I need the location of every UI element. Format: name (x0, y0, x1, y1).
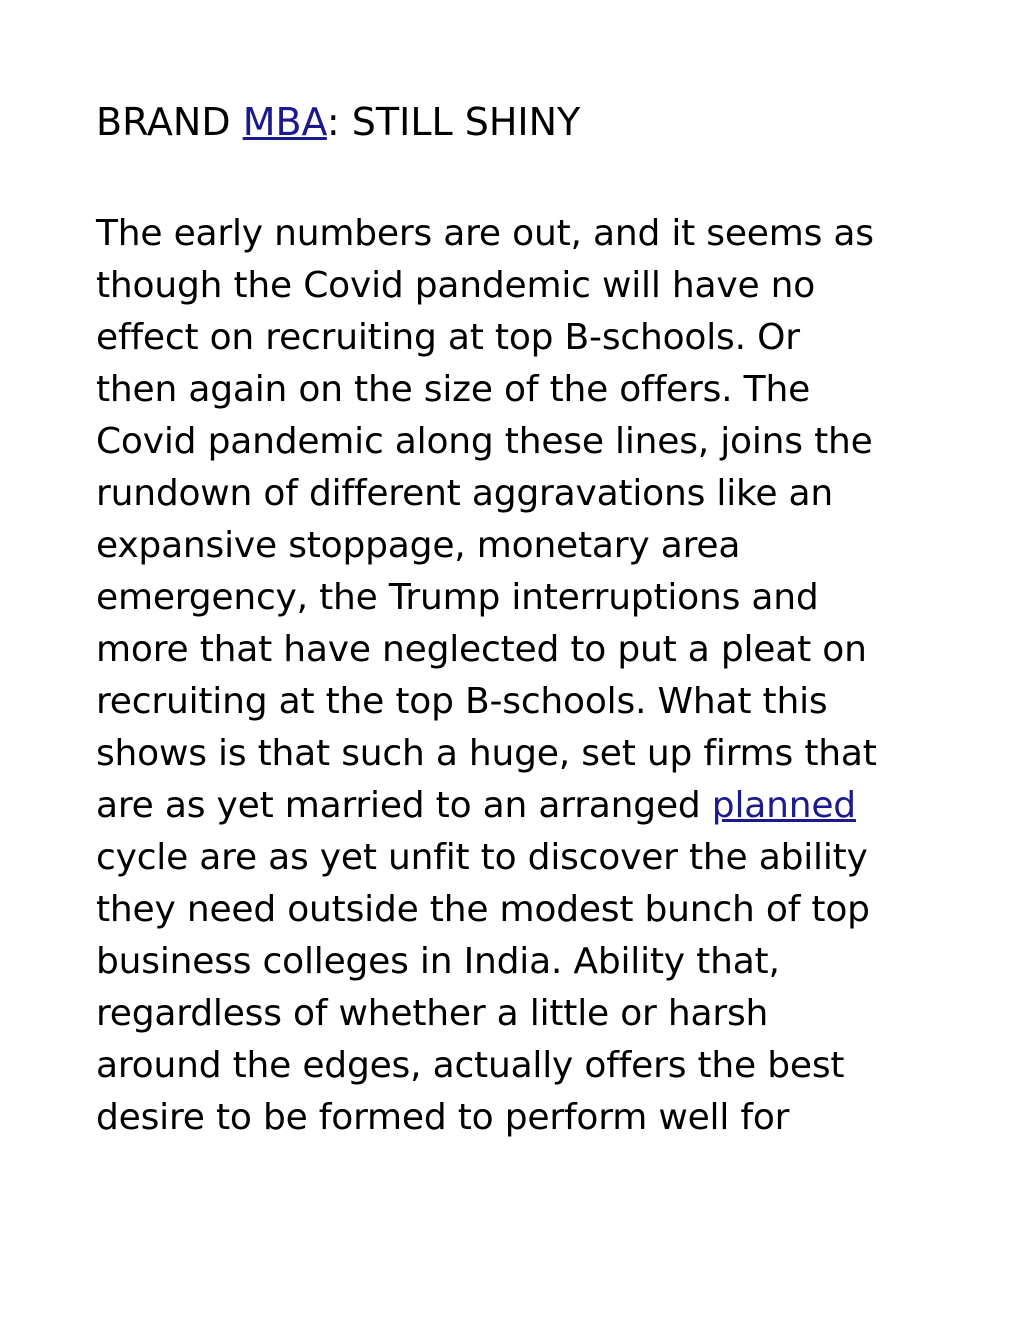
body-line: recruiting at the top B-schools. What this (96, 681, 828, 722)
link-line-text: are as yet married to an arranged (96, 785, 712, 826)
page-title (96, 92, 956, 152)
title-suffix: : STILL SHINY (326, 100, 581, 144)
body-line-with-link (96, 780, 956, 832)
body-line: rundown of different aggravations like an (96, 473, 834, 514)
body-line: then again on the size of the offers. The (96, 369, 811, 410)
body-line: though the Covid pandemic will have no (96, 265, 816, 306)
body-line: shows is that such a huge, set up firms that (96, 733, 877, 774)
body-line: they need outside the modest bunch of top (96, 889, 870, 930)
body-line: expansive stoppage, monetary area (96, 525, 741, 566)
title-prefix: BRAND (96, 100, 243, 144)
body-line: emergency, the Trump interruptions and (96, 577, 819, 618)
body-line: cycle are as yet unfit to discover the ability (96, 837, 868, 878)
body-line: Covid pandemic along these lines, joins the (96, 421, 873, 462)
body-line: effect on recruiting at top B-schools. Or (96, 317, 800, 358)
mba-link[interactable]: MBA (242, 100, 327, 144)
planned-link[interactable]: planned (711, 785, 856, 826)
document-page (96, 92, 956, 152)
body-line: regardless of whether a little or harsh (96, 993, 769, 1034)
body-line: business colleges in India. Ability that, (96, 941, 780, 982)
body-line: more that have neglected to put a pleat on (96, 629, 867, 670)
body-line: The early numbers are out, and it seems as (96, 213, 874, 254)
article-body (96, 208, 956, 1144)
body-line: around the edges, actually offers the best (96, 1045, 845, 1086)
body-line: desire to be formed to perform well for (96, 1097, 790, 1138)
